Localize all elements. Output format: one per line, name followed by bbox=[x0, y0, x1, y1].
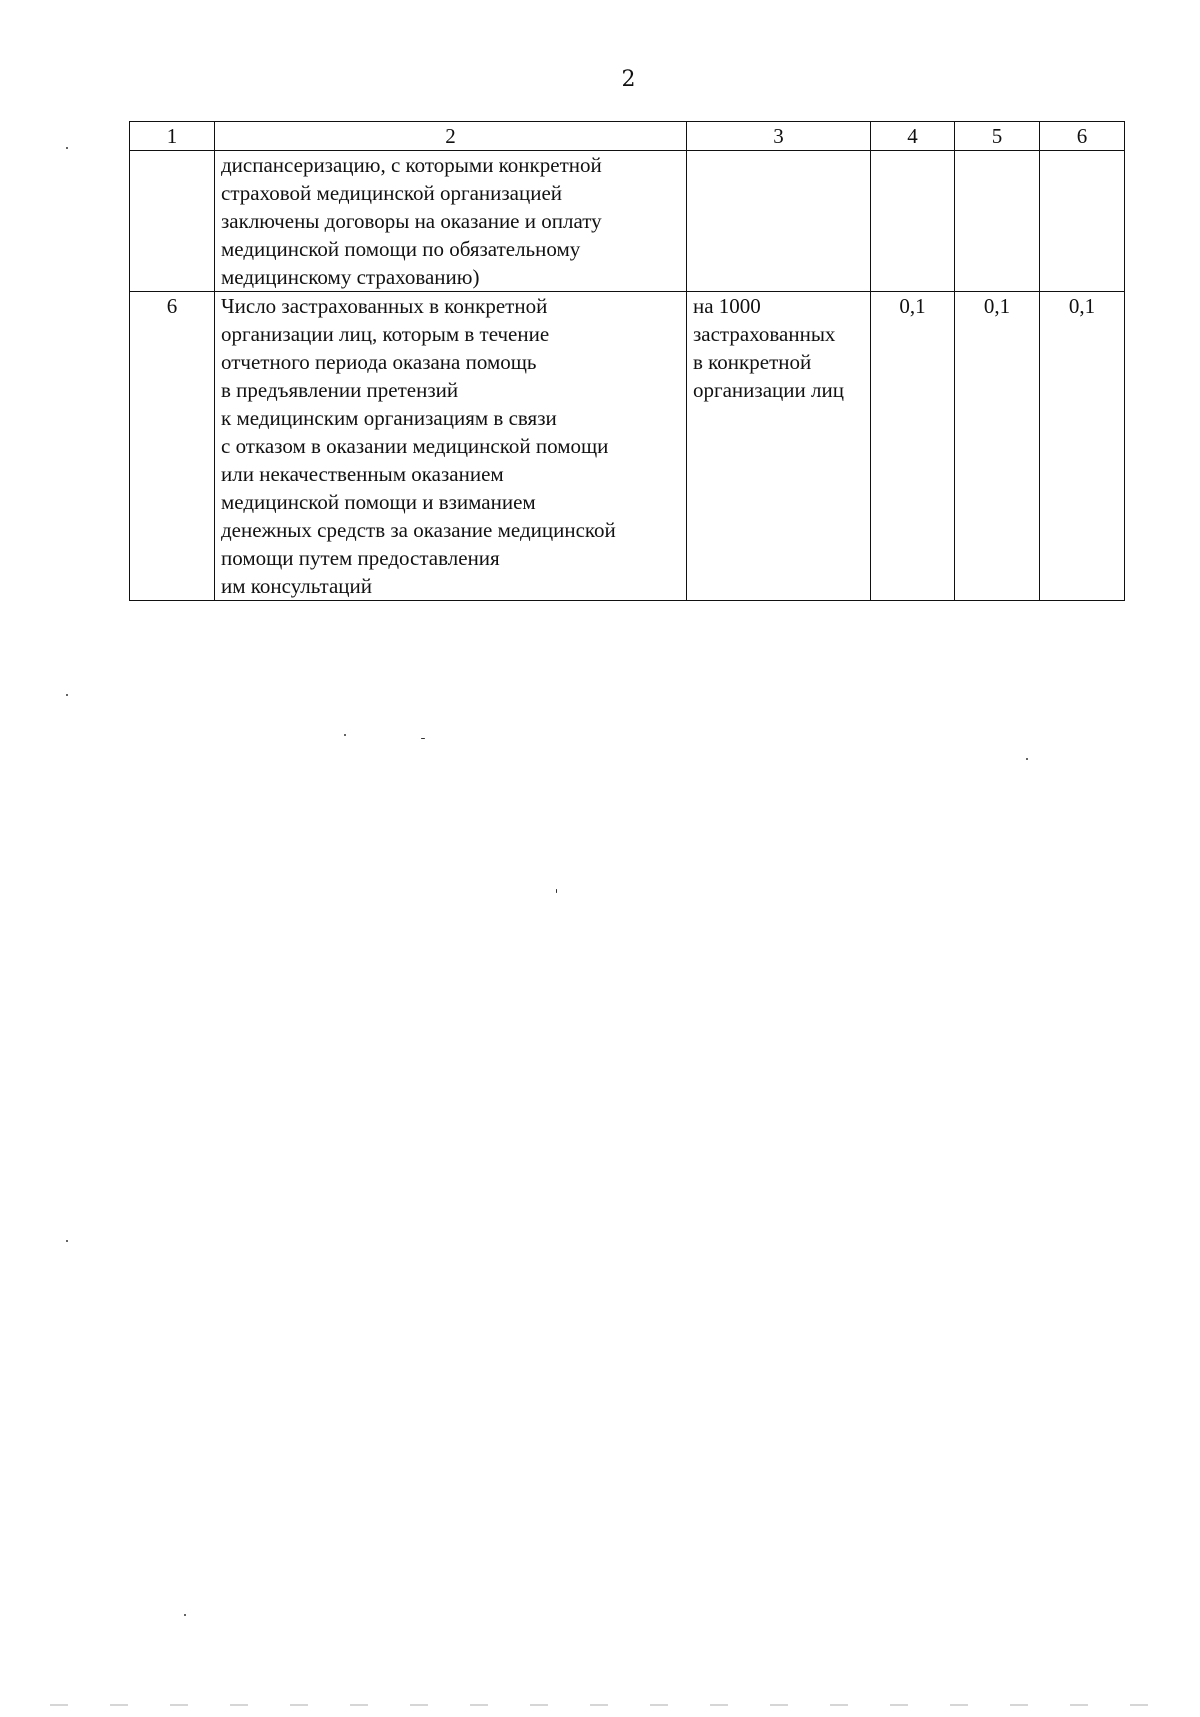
value-cell-5 bbox=[955, 151, 1040, 292]
indicator-text-cell: диспансеризацию, с которыми конкретной страховой медицинской организацией заключены договоры на оказание и оплату медицинской помощи по обязательному медицинскому страхованию) bbox=[215, 151, 687, 292]
scan-speck bbox=[66, 147, 68, 149]
column-header-5: 5 bbox=[955, 122, 1040, 151]
column-header-6: 6 bbox=[1040, 122, 1125, 151]
scan-speck bbox=[556, 889, 557, 893]
table-row bbox=[130, 292, 1125, 601]
scan-speck bbox=[66, 1240, 68, 1242]
column-header-2: 2 bbox=[215, 122, 687, 151]
scan-speck bbox=[1026, 758, 1028, 760]
value-cell-6: 0,1 bbox=[1040, 292, 1125, 601]
scan-speck bbox=[421, 738, 425, 739]
column-header-4: 4 bbox=[871, 122, 955, 151]
scan-speck bbox=[344, 734, 346, 736]
column-header-1: 1 bbox=[130, 122, 215, 151]
scan-speck bbox=[66, 694, 68, 696]
table-header-row bbox=[130, 122, 1125, 151]
value-cell-4 bbox=[871, 151, 955, 292]
value-cell-5: 0,1 bbox=[955, 292, 1040, 601]
scan-speck bbox=[184, 1614, 186, 1616]
indicator-text-cell: Число застрахованных в конкретной организации лиц, которым в течение отчетного периода оказана помощь в предъявлении претензий к медицинским организациям в связи с отказом в оказании медицинской помощи или некачественным оказанием медицинской помощи и взиманием денежных средств за оказание медицинской помощи путем предоставления им консультаций bbox=[215, 292, 687, 601]
scan-edge bbox=[50, 1704, 1150, 1706]
value-cell-4: 0,1 bbox=[871, 292, 955, 601]
indicators-table bbox=[129, 121, 1125, 601]
unit-cell bbox=[687, 151, 871, 292]
row-number-cell bbox=[130, 151, 215, 292]
row-number-cell: 6 bbox=[130, 292, 215, 601]
page-number: 2 bbox=[621, 67, 636, 92]
value-cell-6 bbox=[1040, 151, 1125, 292]
column-header-3: 3 bbox=[687, 122, 871, 151]
unit-cell: на 1000 застрахованных в конкретной организации лиц bbox=[687, 292, 871, 601]
table-row bbox=[130, 151, 1125, 292]
